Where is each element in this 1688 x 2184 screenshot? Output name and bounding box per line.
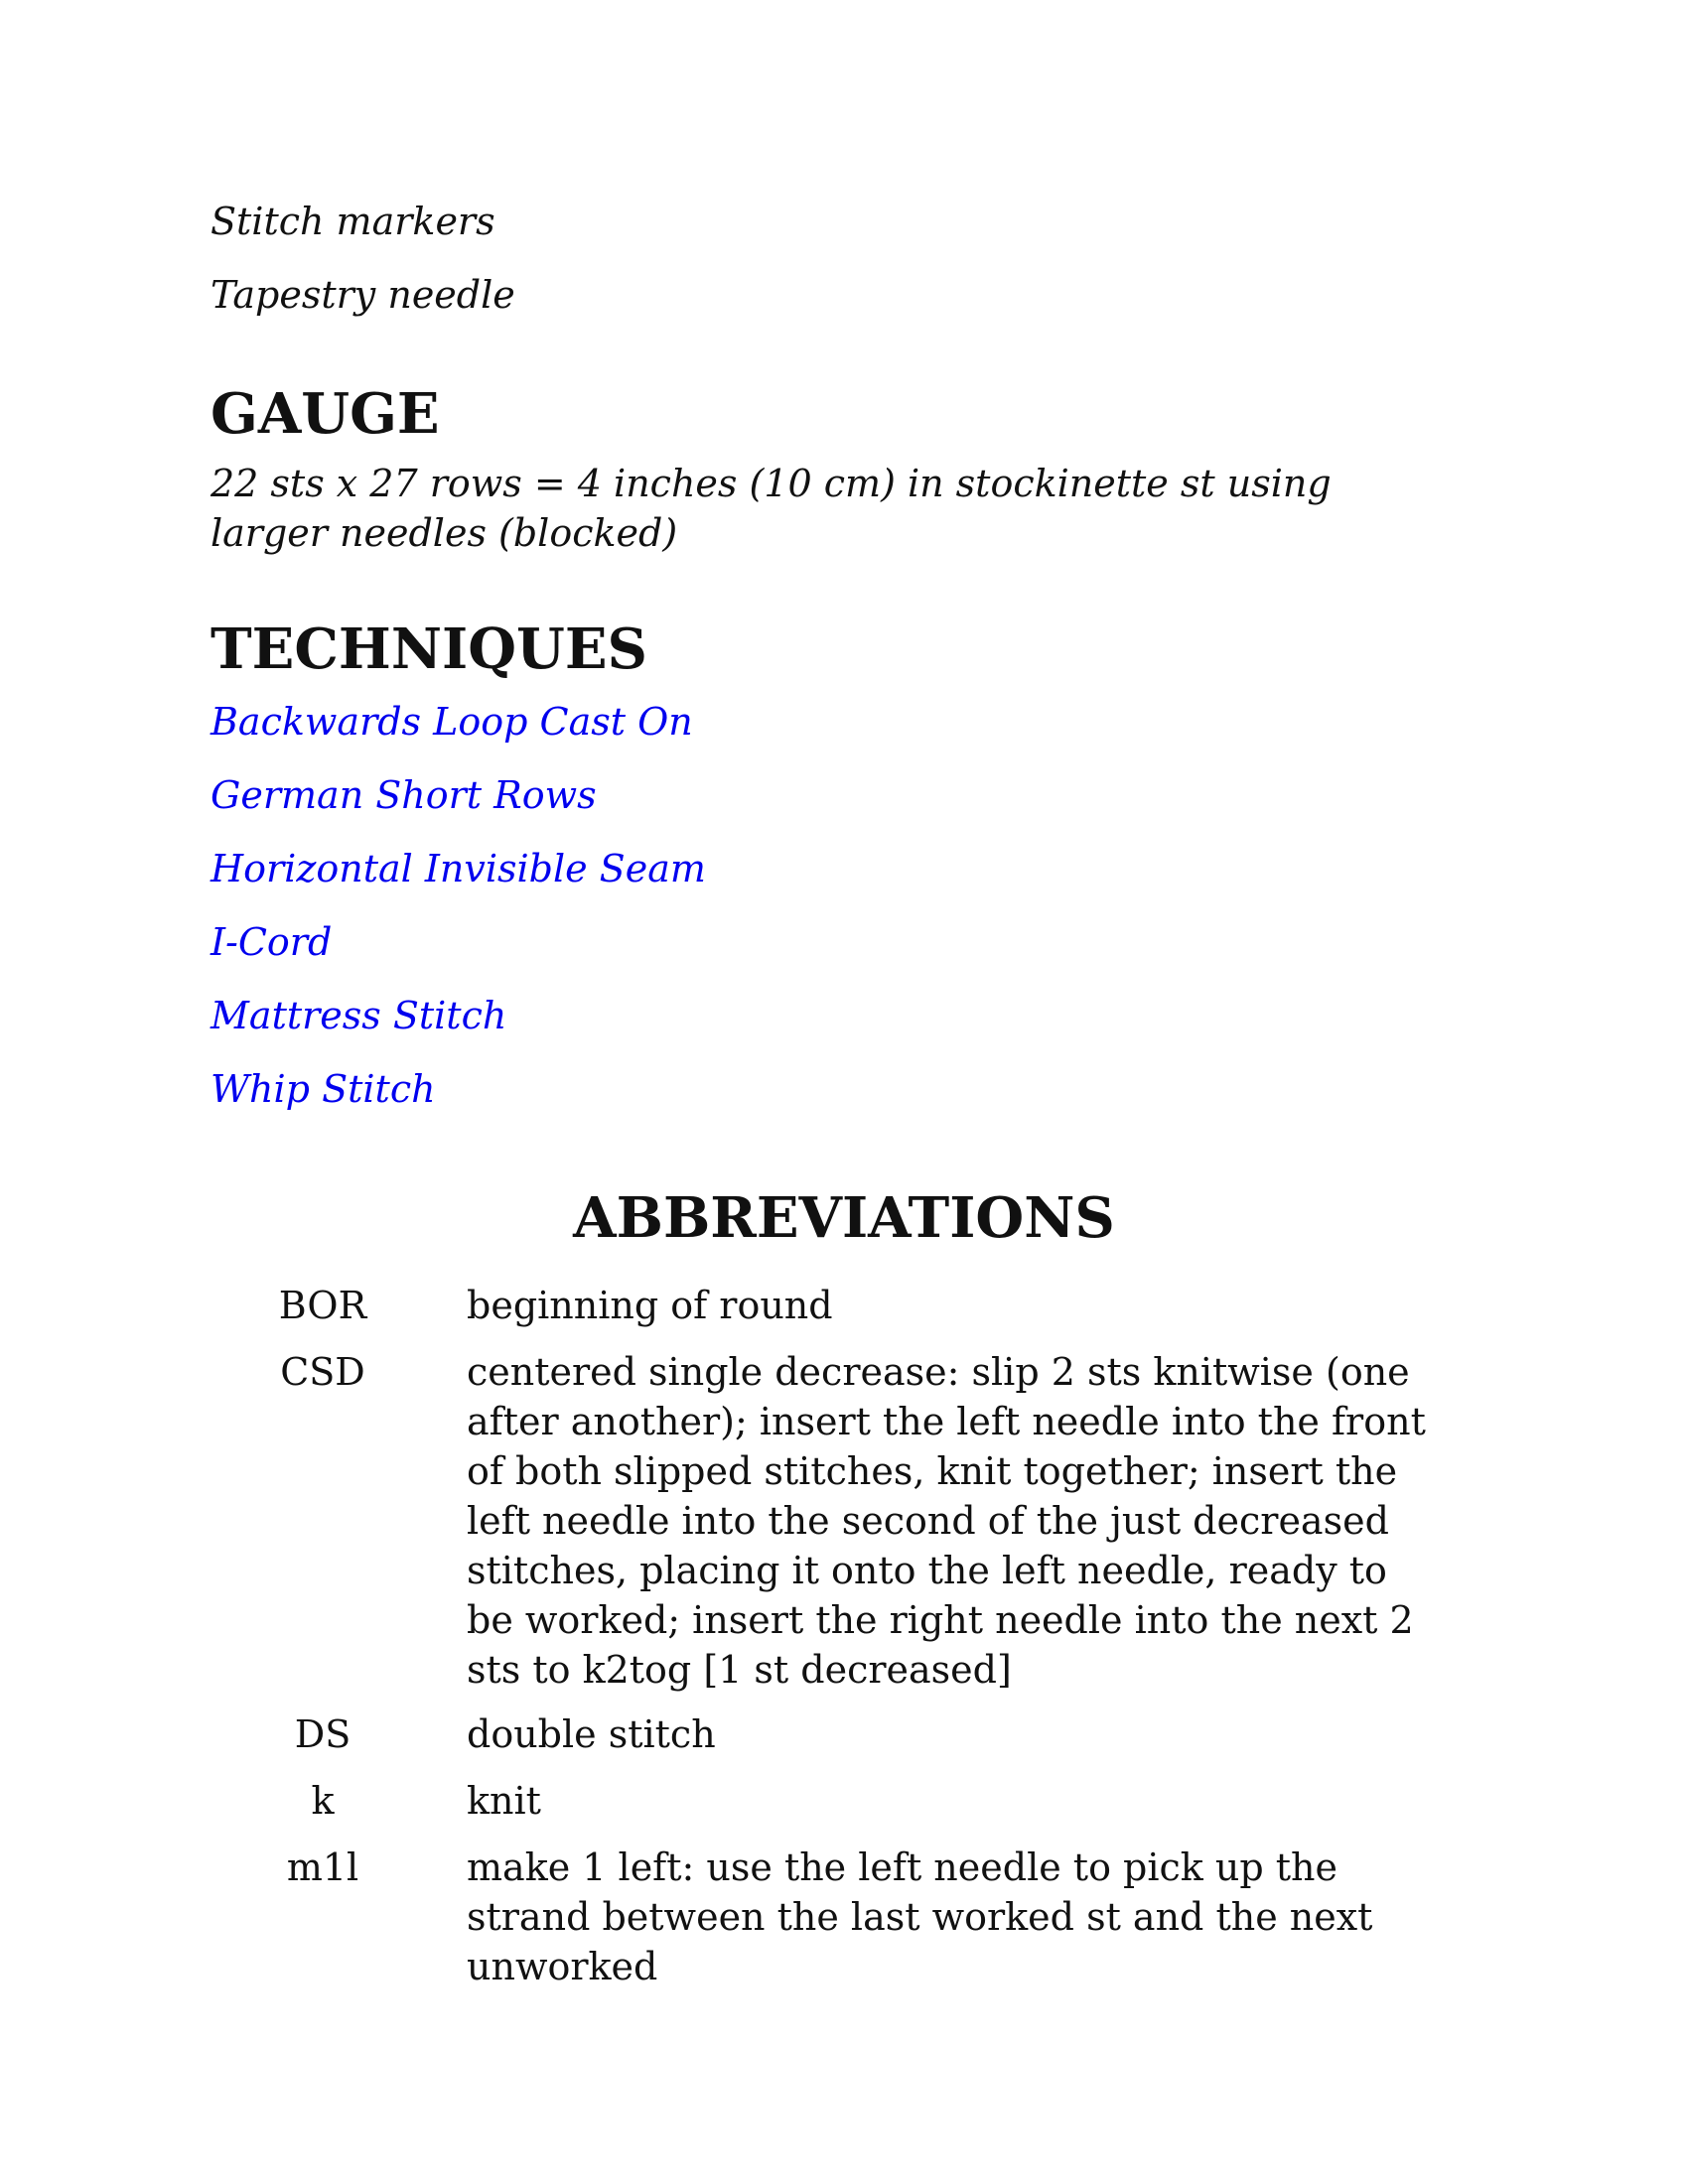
abbreviation-definition: knit: [467, 1779, 541, 1823]
abbreviation-definition: double stitch: [467, 1712, 716, 1756]
technique-link-german-short-rows[interactable]: German Short Rows: [211, 773, 597, 817]
supply-item-stitch-markers: Stitch markers: [211, 200, 495, 243]
abbreviations-heading: ABBREVIATIONS: [573, 1185, 1115, 1251]
technique-link-i-cord[interactable]: I-Cord: [211, 920, 333, 964]
supply-item-tapestry-needle: Tapestry needle: [211, 273, 515, 317]
abbreviation-term: k: [311, 1779, 335, 1823]
abbreviation-term: BOR: [278, 1284, 367, 1327]
abbreviation-term: CSD: [280, 1350, 365, 1394]
abbreviation-term: m1l: [286, 1845, 359, 1889]
technique-link-backwards-loop-cast-on[interactable]: Backwards Loop Cast On: [211, 700, 693, 744]
abbreviation-definition: centered single decrease: slip 2 sts knitwise (one after another); insert the left needle into the front of both slipped stitches, knit together; insert the left needle into the second of the just decreased stitches, placing it onto the left needle, ready to be worked; insert the right needle into the next 2 sts to k2tog [1 st decreased]: [467, 1350, 1426, 1692]
technique-link-mattress-stitch[interactable]: Mattress Stitch: [211, 994, 507, 1037]
technique-link-horizontal-invisible-seam[interactable]: Horizontal Invisible Seam: [211, 847, 706, 890]
technique-link-whip-stitch[interactable]: Whip Stitch: [211, 1067, 436, 1111]
abbreviation-definition: make 1 left: use the left needle to pick up the strand between the last worked st and the next unworked: [467, 1845, 1373, 1988]
abbreviation-definition: beginning of round: [467, 1284, 833, 1327]
abbreviation-term: DS: [294, 1712, 352, 1756]
gauge-text: 22 sts x 27 rows = 4 inches (10 cm) in stockinette st using larger needles (blocked): [211, 462, 1332, 555]
techniques-heading: TECHNIQUES: [211, 616, 647, 682]
gauge-heading: GAUGE: [211, 381, 440, 447]
